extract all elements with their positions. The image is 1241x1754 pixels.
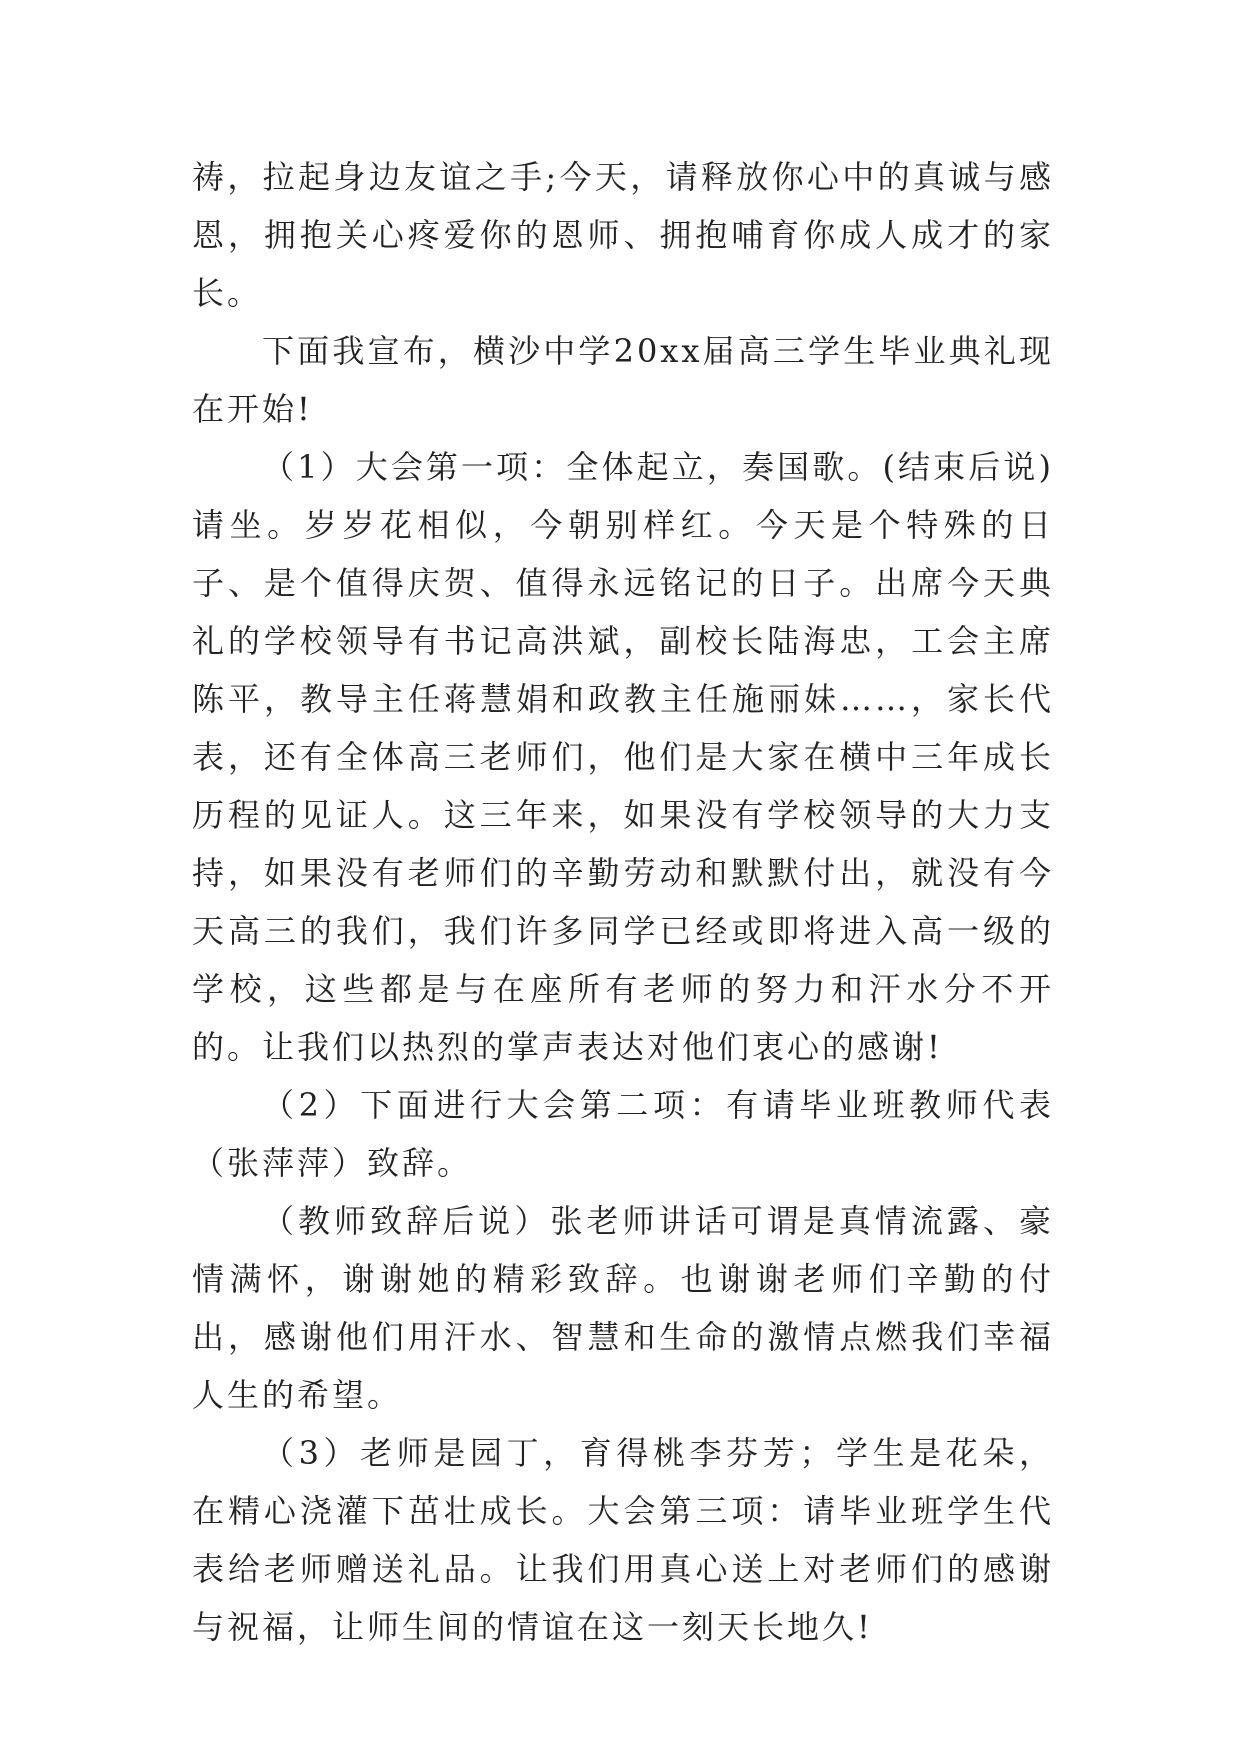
document-body [192,148,1054,1656]
paragraph-ceremony-start: 下面我宣布，横沙中学20xx届高三学生毕业典礼现在开始! [192,332,1054,428]
paragraph-item-3-gift-presentation: （3）老师是园丁，育得桃李芬芳；学生是花朵，在精心浇灌下茁壮成长。大会第三项：请毕业班学生代表给老师赠送礼品。让我们用真心送上对老师们的感谢与祝福，让师生间的情谊在这一刻天长地久! [192,1434,1054,1646]
paragraph-after-teacher-speech: （教师致辞后说）张老师讲话可谓是真情流露、豪情满怀，谢谢她的精彩致辞。也谢谢老师们辛勤的付出，感谢他们用汗水、智慧和生命的激情点燃我们幸福人生的希望。 [192,1202,1054,1414]
paragraph-item-2-teacher-speech: （2）下面进行大会第二项：有请毕业班教师代表（张萍萍）致辞。 [192,1086,1054,1182]
paragraph-item-1-national-anthem: （1）大会第一项：全体起立，奏国歌。(结束后说)请坐。岁岁花相似，今朝别样红。今天是个特殊的日子、是个值得庆贺、值得永远铭记的日子。出席今天典礼的学校领导有书记高洪斌，副校长陆海忠，工会主席陈平，教导主任蒋慧娟和政教主任施丽妹……，家长代表，还有全体高三老师们，他们是大家在横中三年成长历程的见证人。这三年来，如果没有学校领导的大力支持，如果没有老师们的辛勤劳动和默默付出，就没有今天高三的我们，我们许多同学已经或即将进入高一级的学校，这些都是与在座所有老师的努力和汗水分不开的。让我们以热烈的掌声表达对他们衷心的感谢! [192,448,1054,1066]
paragraph-continued-opening: 祷，拉起身边友谊之手;今天，请释放你心中的真诚与感恩，拥抱关心疼爱你的恩师、拥抱哺育你成人成才的家长。 [192,158,1054,312]
